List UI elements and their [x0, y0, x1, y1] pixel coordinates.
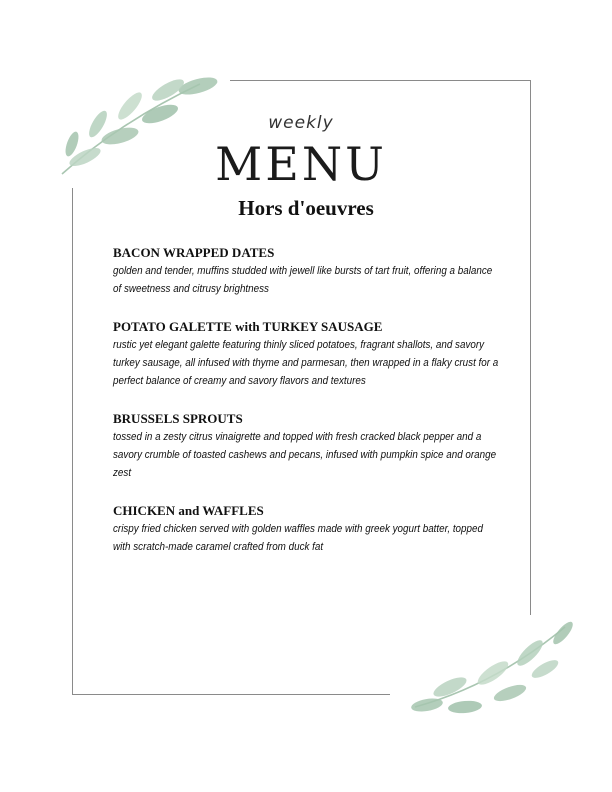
menu-item-name: POTATO GALETTE with TURKEY SAUSAGE [113, 319, 383, 334]
frame-top-line [230, 80, 530, 81]
menu-item [113, 244, 503, 298]
menu-eyebrow: weekly [268, 113, 334, 133]
section-title: Hors d'oeuvres [238, 196, 374, 220]
menu-item-description: golden and tender, muffins studded with jewell like bursts of tart fruit, offering a balance of sweetness and citrusy brightness [113, 265, 493, 295]
menu-item-description: crispy fried chicken served with golden waffles made with greek yogurt batter, topped with scratch-made caramel crafted from duck fat [113, 523, 483, 553]
menu-items-list [113, 244, 503, 576]
menu-item-name: BACON WRAPPED DATES [113, 245, 275, 260]
frame-left-line [72, 188, 73, 695]
menu-item-name: CHICKEN and WAFFLES [113, 503, 264, 518]
menu-item-description: tossed in a zesty citrus vinaigrette and topped with fresh cracked black pepper and a savory crumble of toasted cashews and pecans, infused with pumpkin spice and orange zest [113, 431, 497, 479]
menu-item [113, 502, 503, 556]
menu-title: MENU [215, 137, 387, 191]
frame-bottom-line [72, 694, 390, 695]
menu-item-description: rustic yet elegant galette featuring thinly sliced potatoes, fragrant shallots, and savory turkey sausage, all infused with thyme and parmesan, then wrapped in a flaky crust for a perfect balance of creamy and savory flavors and textures [113, 339, 499, 387]
menu-item [113, 318, 503, 390]
leaf-branch-bottom-right-icon [405, 615, 580, 725]
menu-item-name: BRUSSELS SPROUTS [113, 411, 243, 426]
menu-item [113, 410, 503, 482]
